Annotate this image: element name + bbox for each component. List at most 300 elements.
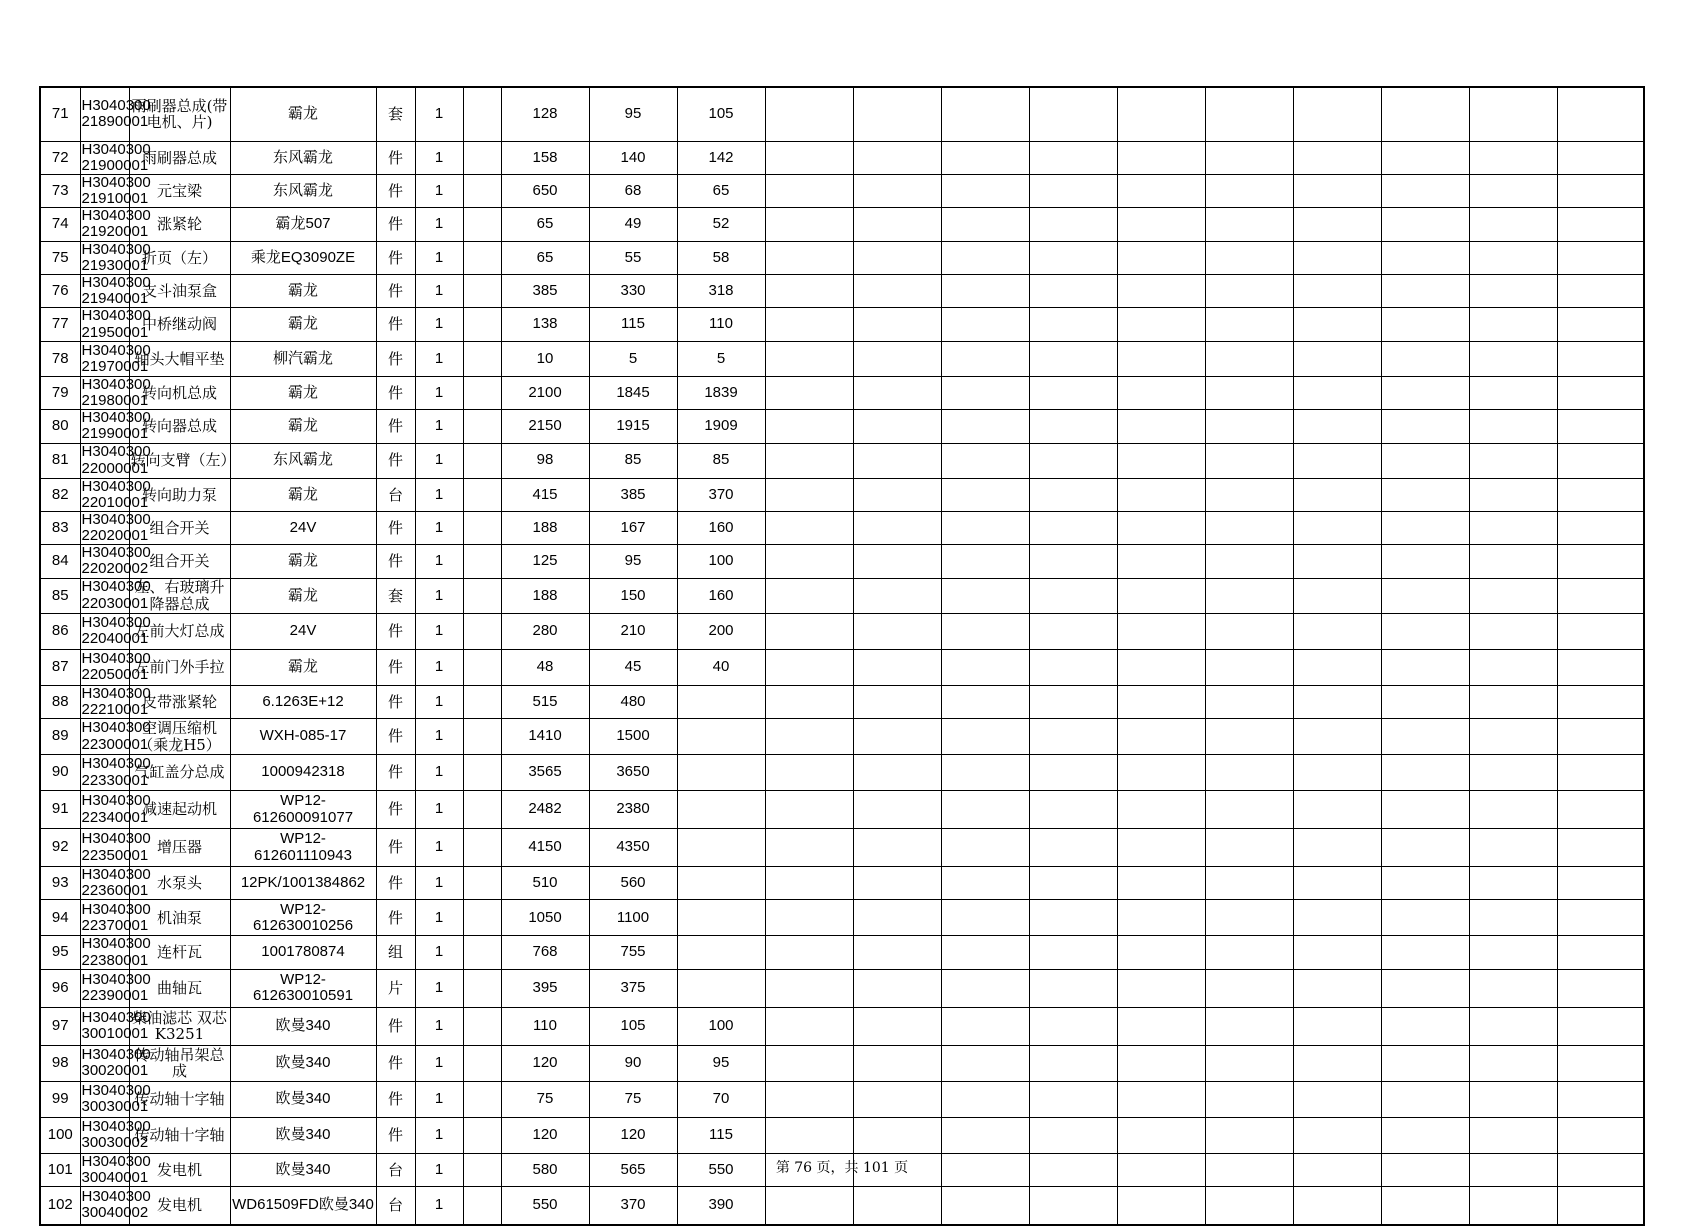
- empty-cell: [463, 341, 501, 376]
- empty-cell: [1381, 174, 1469, 207]
- empty-cell: [765, 1045, 853, 1081]
- empty-cell: [1205, 308, 1293, 341]
- quantity-cell: 1: [415, 649, 463, 685]
- empty-cell: [463, 376, 501, 409]
- quantity-cell: 1: [415, 208, 463, 241]
- model-cell: 东风霸龙: [230, 141, 376, 174]
- unit-cell: 件: [376, 1081, 415, 1117]
- empty-cell: [463, 578, 501, 613]
- empty-cell: [941, 545, 1029, 578]
- empty-cell: [941, 174, 1029, 207]
- item-code-part: H3040300: [81, 207, 151, 225]
- empty-cell: [1293, 969, 1381, 1007]
- empty-cell: [853, 755, 941, 791]
- empty-cell: [463, 511, 501, 544]
- table-row: [40, 241, 1644, 274]
- empty-cell: [1557, 755, 1644, 791]
- empty-cell: [1029, 1117, 1117, 1153]
- price-3-cell: [677, 867, 765, 900]
- empty-cell: [853, 341, 941, 376]
- table-row: [40, 1045, 1644, 1081]
- empty-cell: [1029, 1187, 1117, 1225]
- unit-cell: 件: [376, 376, 415, 409]
- empty-cell: [1117, 649, 1205, 685]
- price-1-cell: 385: [501, 275, 589, 308]
- price-3-cell: 52: [677, 208, 765, 241]
- row-number-cell: 75: [40, 241, 80, 274]
- item-code-part: 22020001: [81, 527, 149, 545]
- model-cell: 乘龙EQ3090ZE: [230, 241, 376, 274]
- quantity-cell: 1: [415, 900, 463, 936]
- unit-cell: 台: [376, 1187, 415, 1225]
- empty-cell: [1029, 275, 1117, 308]
- row-number-cell: 81: [40, 443, 80, 478]
- empty-cell: [1029, 87, 1117, 141]
- empty-cell: [1557, 87, 1644, 141]
- model-cell: 欧曼340: [230, 1153, 376, 1186]
- empty-cell: [1557, 341, 1644, 376]
- empty-cell: [1205, 685, 1293, 718]
- empty-cell: [1205, 578, 1293, 613]
- part-name-cell: 转向机总成: [129, 376, 230, 409]
- empty-cell: [1205, 87, 1293, 141]
- empty-cell: [463, 1045, 501, 1081]
- empty-cell: [1381, 341, 1469, 376]
- empty-cell: [1469, 275, 1557, 308]
- price-2-cell: 120: [589, 1117, 677, 1153]
- quantity-cell: 1: [415, 1187, 463, 1225]
- empty-cell: [1469, 87, 1557, 141]
- empty-cell: [1029, 308, 1117, 341]
- unit-cell: 件: [376, 1007, 415, 1045]
- empty-cell: [1293, 511, 1381, 544]
- part-name-cell: 左、右玻璃升降器总成: [129, 578, 230, 613]
- price-3-cell: [677, 900, 765, 936]
- empty-cell: [941, 141, 1029, 174]
- empty-cell: [853, 1117, 941, 1153]
- part-name-cell: 组合开关: [129, 545, 230, 578]
- table-row: [40, 174, 1644, 207]
- empty-cell: [941, 969, 1029, 1007]
- row-number-cell: 83: [40, 511, 80, 544]
- unit-cell: 件: [376, 511, 415, 544]
- empty-cell: [463, 791, 501, 829]
- empty-cell: [1293, 649, 1381, 685]
- item-code-part: H3040300: [81, 578, 151, 596]
- model-cell: 霸龙: [230, 87, 376, 141]
- empty-cell: [1205, 829, 1293, 867]
- empty-cell: [853, 613, 941, 649]
- quantity-cell: 1: [415, 867, 463, 900]
- row-number-cell: 79: [40, 376, 80, 409]
- empty-cell: [1469, 649, 1557, 685]
- empty-cell: [1557, 174, 1644, 207]
- empty-cell: [1029, 578, 1117, 613]
- empty-cell: [1293, 410, 1381, 443]
- row-number-cell: 102: [40, 1187, 80, 1225]
- row-number-cell: 84: [40, 545, 80, 578]
- empty-cell: [1205, 1187, 1293, 1225]
- empty-cell: [1117, 719, 1205, 755]
- row-number-cell: 99: [40, 1081, 80, 1117]
- empty-cell: [765, 478, 853, 511]
- empty-cell: [765, 613, 853, 649]
- price-1-cell: 120: [501, 1045, 589, 1081]
- empty-cell: [463, 87, 501, 141]
- price-2-cell: 1915: [589, 410, 677, 443]
- empty-cell: [765, 545, 853, 578]
- unit-cell: 件: [376, 275, 415, 308]
- quantity-cell: 1: [415, 829, 463, 867]
- part-name-cell: 支斗油泵盒: [129, 275, 230, 308]
- empty-cell: [853, 141, 941, 174]
- quantity-cell: 1: [415, 511, 463, 544]
- row-number-cell: 92: [40, 829, 80, 867]
- quantity-cell: 1: [415, 87, 463, 141]
- model-cell: WP12-612600091077: [230, 791, 376, 829]
- empty-cell: [941, 1187, 1029, 1225]
- empty-cell: [1557, 545, 1644, 578]
- empty-cell: [941, 241, 1029, 274]
- price-3-cell: [677, 791, 765, 829]
- empty-cell: [1117, 308, 1205, 341]
- item-code-part: 21970001: [81, 357, 149, 375]
- empty-cell: [1117, 685, 1205, 718]
- empty-cell: [1205, 969, 1293, 1007]
- price-1-cell: 2150: [501, 410, 589, 443]
- part-name-cell: 发电机: [129, 1187, 230, 1225]
- item-code-cell: [80, 900, 151, 936]
- empty-cell: [463, 1117, 501, 1153]
- empty-cell: [463, 613, 501, 649]
- price-1-cell: 110: [501, 1007, 589, 1045]
- model-cell: 霸龙: [230, 308, 376, 341]
- empty-cell: [1029, 791, 1117, 829]
- empty-cell: [1557, 685, 1644, 718]
- item-code-part: 21950001: [81, 323, 149, 341]
- empty-cell: [1029, 969, 1117, 1007]
- price-3-cell: 95: [677, 1045, 765, 1081]
- parts-price-table: [39, 86, 1645, 1226]
- empty-cell: [1381, 649, 1469, 685]
- row-number-cell: 77: [40, 308, 80, 341]
- empty-cell: [1381, 410, 1469, 443]
- empty-cell: [1293, 308, 1381, 341]
- row-number-cell: 94: [40, 900, 80, 936]
- empty-cell: [765, 511, 853, 544]
- unit-cell: 件: [376, 900, 415, 936]
- unit-cell: 件: [376, 545, 415, 578]
- empty-cell: [941, 578, 1029, 613]
- empty-cell: [765, 410, 853, 443]
- quantity-cell: 1: [415, 719, 463, 755]
- unit-cell: 件: [376, 241, 415, 274]
- empty-cell: [1117, 1187, 1205, 1225]
- item-code-part: 30040001: [81, 1168, 149, 1186]
- empty-cell: [1469, 685, 1557, 718]
- table-row: [40, 275, 1644, 308]
- part-name-cell: 皮带涨紧轮: [129, 685, 230, 718]
- empty-cell: [463, 1187, 501, 1225]
- empty-cell: [853, 410, 941, 443]
- empty-cell: [765, 649, 853, 685]
- price-2-cell: 5: [589, 341, 677, 376]
- empty-cell: [1117, 141, 1205, 174]
- empty-cell: [1029, 410, 1117, 443]
- model-cell: 柳汽霸龙: [230, 341, 376, 376]
- empty-cell: [1469, 376, 1557, 409]
- price-2-cell: 330: [589, 275, 677, 308]
- item-code-cell: [80, 578, 151, 613]
- empty-cell: [941, 1081, 1029, 1117]
- price-1-cell: 280: [501, 613, 589, 649]
- price-1-cell: 1050: [501, 900, 589, 936]
- item-code-part: 22370001: [81, 916, 149, 934]
- empty-cell: [765, 141, 853, 174]
- empty-cell: [1469, 719, 1557, 755]
- empty-cell: [1293, 1117, 1381, 1153]
- price-3-cell: 40: [677, 649, 765, 685]
- empty-cell: [1029, 613, 1117, 649]
- empty-cell: [941, 410, 1029, 443]
- quantity-cell: 1: [415, 478, 463, 511]
- part-name-cell: 气缸盖分总成: [129, 755, 230, 791]
- quantity-cell: 1: [415, 1007, 463, 1045]
- row-number-cell: 76: [40, 275, 80, 308]
- unit-cell: 件: [376, 791, 415, 829]
- empty-cell: [1469, 936, 1557, 969]
- quantity-cell: 1: [415, 308, 463, 341]
- unit-cell: 件: [376, 685, 415, 718]
- empty-cell: [1117, 900, 1205, 936]
- price-2-cell: 370: [589, 1187, 677, 1225]
- price-1-cell: 2100: [501, 376, 589, 409]
- empty-cell: [1117, 969, 1205, 1007]
- empty-cell: [463, 410, 501, 443]
- empty-cell: [941, 649, 1029, 685]
- unit-cell: 件: [376, 1045, 415, 1081]
- empty-cell: [463, 174, 501, 207]
- price-3-cell: 110: [677, 308, 765, 341]
- model-cell: 1000942318: [230, 755, 376, 791]
- empty-cell: [1117, 791, 1205, 829]
- empty-cell: [1029, 867, 1117, 900]
- empty-cell: [1381, 900, 1469, 936]
- price-2-cell: 210: [589, 613, 677, 649]
- price-3-cell: 58: [677, 241, 765, 274]
- table-row: [40, 755, 1644, 791]
- price-3-cell: 1909: [677, 410, 765, 443]
- quantity-cell: 1: [415, 578, 463, 613]
- empty-cell: [1381, 308, 1469, 341]
- price-1-cell: 65: [501, 208, 589, 241]
- price-1-cell: 550: [501, 1187, 589, 1225]
- row-number-cell: 86: [40, 613, 80, 649]
- row-number-cell: 95: [40, 936, 80, 969]
- empty-cell: [1293, 1007, 1381, 1045]
- item-code-part: 21890001: [81, 113, 149, 131]
- item-code-part: 22350001: [81, 846, 149, 864]
- price-3-cell: 100: [677, 1007, 765, 1045]
- item-code-part: H3040300: [81, 1009, 151, 1027]
- unit-cell: 件: [376, 1117, 415, 1153]
- price-2-cell: 4350: [589, 829, 677, 867]
- empty-cell: [1293, 208, 1381, 241]
- empty-cell: [1029, 1081, 1117, 1117]
- empty-cell: [765, 578, 853, 613]
- empty-cell: [1381, 791, 1469, 829]
- empty-cell: [463, 545, 501, 578]
- empty-cell: [941, 511, 1029, 544]
- item-code-part: 22210001: [81, 700, 149, 718]
- empty-cell: [1029, 443, 1117, 478]
- quantity-cell: 1: [415, 545, 463, 578]
- empty-cell: [1557, 719, 1644, 755]
- item-code-cell: [80, 969, 151, 1007]
- empty-cell: [1381, 1187, 1469, 1225]
- item-code-cell: [80, 240, 151, 274]
- item-code-part: H3040300: [81, 684, 151, 702]
- item-code-part: H3040300: [81, 97, 151, 115]
- price-2-cell: 115: [589, 308, 677, 341]
- empty-cell: [1205, 478, 1293, 511]
- empty-cell: [1029, 478, 1117, 511]
- price-2-cell: 167: [589, 511, 677, 544]
- price-3-cell: [677, 755, 765, 791]
- item-code-part: H3040300: [81, 1188, 151, 1206]
- item-code-part: H3040300: [81, 719, 151, 737]
- empty-cell: [1293, 241, 1381, 274]
- empty-cell: [1205, 341, 1293, 376]
- table-row: [40, 308, 1644, 341]
- part-name-cell: 轴头大帽平垫: [129, 341, 230, 376]
- empty-cell: [1469, 174, 1557, 207]
- empty-cell: [1381, 936, 1469, 969]
- empty-cell: [1381, 719, 1469, 755]
- price-1-cell: 1410: [501, 719, 589, 755]
- price-2-cell: 95: [589, 87, 677, 141]
- item-code-part: 22000001: [81, 459, 149, 477]
- empty-cell: [1557, 1187, 1644, 1225]
- price-3-cell: 160: [677, 578, 765, 613]
- empty-cell: [1557, 511, 1644, 544]
- empty-cell: [1381, 141, 1469, 174]
- part-name-cell: 发电机: [129, 1153, 230, 1186]
- item-code-cell: [80, 173, 151, 208]
- empty-cell: [941, 613, 1029, 649]
- empty-cell: [853, 511, 941, 544]
- item-code-part: H3040300: [81, 1152, 151, 1170]
- empty-cell: [1117, 511, 1205, 544]
- item-code-part: 30010001: [81, 1025, 149, 1043]
- quantity-cell: 1: [415, 275, 463, 308]
- empty-cell: [1205, 545, 1293, 578]
- empty-cell: [1205, 443, 1293, 478]
- item-code-part: 30020001: [81, 1062, 149, 1080]
- empty-cell: [1117, 1117, 1205, 1153]
- empty-cell: [1029, 241, 1117, 274]
- empty-cell: [1557, 141, 1644, 174]
- price-1-cell: 188: [501, 511, 589, 544]
- item-code-cell: [80, 649, 151, 685]
- empty-cell: [1469, 443, 1557, 478]
- empty-cell: [1557, 376, 1644, 409]
- empty-cell: [765, 87, 853, 141]
- empty-cell: [1381, 275, 1469, 308]
- empty-cell: [1205, 376, 1293, 409]
- price-3-cell: [677, 829, 765, 867]
- empty-cell: [463, 1081, 501, 1117]
- empty-cell: [765, 1187, 853, 1225]
- empty-cell: [1029, 174, 1117, 207]
- model-cell: WP12-612601110943: [230, 829, 376, 867]
- empty-cell: [1293, 376, 1381, 409]
- quantity-cell: 1: [415, 376, 463, 409]
- empty-cell: [765, 308, 853, 341]
- model-cell: 霸龙: [230, 478, 376, 511]
- model-cell: 霸龙: [230, 275, 376, 308]
- table-row: [40, 341, 1644, 376]
- empty-cell: [853, 478, 941, 511]
- model-cell: 欧曼340: [230, 1045, 376, 1081]
- unit-cell: 件: [376, 829, 415, 867]
- empty-cell: [1117, 936, 1205, 969]
- price-3-cell: 390: [677, 1187, 765, 1225]
- model-cell: 24V: [230, 613, 376, 649]
- price-3-cell: [677, 719, 765, 755]
- row-number-cell: 90: [40, 755, 80, 791]
- price-2-cell: 1500: [589, 719, 677, 755]
- empty-cell: [1557, 867, 1644, 900]
- empty-cell: [765, 969, 853, 1007]
- empty-cell: [765, 174, 853, 207]
- empty-cell: [1117, 443, 1205, 478]
- empty-cell: [853, 578, 941, 613]
- empty-cell: [1557, 1117, 1644, 1153]
- empty-cell: [463, 900, 501, 936]
- empty-cell: [463, 829, 501, 867]
- row-number-cell: 91: [40, 791, 80, 829]
- empty-cell: [1293, 829, 1381, 867]
- quantity-cell: 1: [415, 141, 463, 174]
- price-3-cell: 318: [677, 275, 765, 308]
- quantity-cell: 1: [415, 174, 463, 207]
- item-code-cell: [80, 866, 151, 900]
- unit-cell: 套: [376, 578, 415, 613]
- row-number-cell: 89: [40, 719, 80, 755]
- price-3-cell: 550: [677, 1153, 765, 1186]
- empty-cell: [1029, 900, 1117, 936]
- empty-cell: [765, 900, 853, 936]
- quantity-cell: 1: [415, 410, 463, 443]
- row-number-cell: 93: [40, 867, 80, 900]
- empty-cell: [1381, 829, 1469, 867]
- empty-cell: [765, 241, 853, 274]
- item-code-part: 22030001: [81, 594, 149, 612]
- empty-cell: [463, 478, 501, 511]
- empty-cell: [1205, 1045, 1293, 1081]
- price-1-cell: 65: [501, 241, 589, 274]
- empty-cell: [941, 87, 1029, 141]
- price-1-cell: 3565: [501, 755, 589, 791]
- price-1-cell: 128: [501, 87, 589, 141]
- quantity-cell: 1: [415, 443, 463, 478]
- model-cell: 霸龙: [230, 578, 376, 613]
- quantity-cell: 1: [415, 755, 463, 791]
- price-2-cell: 565: [589, 1153, 677, 1186]
- empty-cell: [1205, 649, 1293, 685]
- part-name-cell: 中桥继动阀: [129, 308, 230, 341]
